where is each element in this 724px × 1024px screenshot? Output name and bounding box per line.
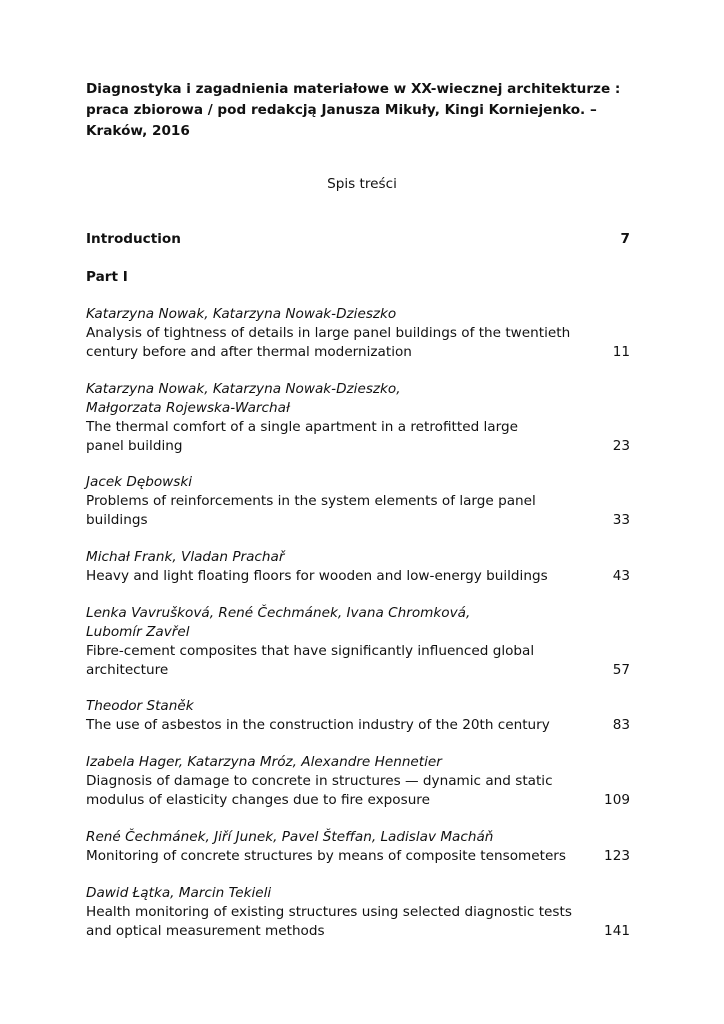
entry-page-number: 83 bbox=[612, 717, 630, 733]
entry-page-number: 123 bbox=[604, 848, 630, 864]
entry-authors: Katarzyna Nowak, Katarzyna Nowak-Dzieszko, bbox=[86, 381, 401, 397]
header-line: praca zbiorowa / pod redakcją Janusza Mikuły, Kingi Korniejenko. – bbox=[86, 102, 597, 118]
entry-title: Analysis of tightness of details in large panel buildings of the twentieth bbox=[86, 325, 571, 341]
entry-page-number: 33 bbox=[612, 512, 630, 528]
toc-entry bbox=[86, 828, 630, 866]
part-label: Part I bbox=[86, 269, 128, 285]
toc-entry bbox=[86, 604, 630, 680]
entry-page-number: 109 bbox=[604, 792, 630, 808]
entry-authors: Jacek Dębowski bbox=[86, 474, 192, 490]
table-of-contents-heading: Spis treści bbox=[327, 176, 397, 192]
entry-title: and optical measurement methods bbox=[86, 923, 325, 939]
toc-entry bbox=[86, 473, 630, 530]
entry-page-number: 11 bbox=[612, 344, 630, 360]
entry-authors: Michał Frank, Vladan Prachař bbox=[86, 549, 285, 565]
entry-authors: Izabela Hager, Katarzyna Mróz, Alexandre Hennetier bbox=[86, 754, 442, 770]
entry-title: century before and after thermal modernization bbox=[86, 344, 412, 360]
toc-entry bbox=[86, 697, 630, 735]
entry-title: buildings bbox=[86, 512, 148, 528]
toc-entry bbox=[86, 884, 630, 941]
entry-title: Monitoring of concrete structures by means of composite tensometers bbox=[86, 848, 566, 864]
header-line: Diagnostyka i zagadnienia materiałowe w XX-wiecznej architekturze : bbox=[86, 81, 621, 97]
part-heading bbox=[86, 268, 630, 287]
entry-authors: Theodor Staněk bbox=[86, 698, 194, 714]
introduction-page-number: 7 bbox=[620, 231, 630, 247]
entry-title: Heavy and light floating floors for wooden and low-energy buildings bbox=[86, 568, 548, 584]
entry-title: The use of asbestos in the construction industry of the 20th century bbox=[86, 717, 550, 733]
entry-page-number: 57 bbox=[612, 662, 630, 678]
toc-entry bbox=[86, 548, 630, 586]
introduction-label: Introduction bbox=[86, 231, 181, 247]
entry-title: panel building bbox=[86, 438, 183, 454]
header-line: Kraków, 2016 bbox=[86, 123, 190, 139]
entry-title: Diagnosis of damage to concrete in structures — dynamic and static bbox=[86, 773, 553, 789]
introduction-entry bbox=[86, 230, 630, 249]
entry-title: Fibre-cement composites that have significantly influenced global bbox=[86, 643, 535, 659]
entry-page-number: 141 bbox=[604, 923, 630, 939]
entry-title: Health monitoring of existing structures using selected diagnostic tests bbox=[86, 904, 572, 920]
toc-entry bbox=[86, 753, 630, 810]
document-header bbox=[86, 79, 646, 142]
entry-title: Problems of reinforcements in the system elements of large panel bbox=[86, 493, 536, 509]
entry-authors: René Čechmánek, Jiří Junek, Pavel Šteffan, Ladislav Macháň bbox=[86, 829, 494, 845]
entry-title: The thermal comfort of a single apartment in a retrofitted large bbox=[86, 419, 518, 435]
entry-authors: Dawid Łątka, Marcin Tekieli bbox=[86, 885, 272, 901]
toc-entry bbox=[86, 380, 630, 456]
entry-page-number: 43 bbox=[612, 568, 630, 584]
entry-authors: Lubomír Zavřel bbox=[86, 624, 190, 640]
entry-title: modulus of elasticity changes due to fire exposure bbox=[86, 792, 430, 808]
entry-page-number: 23 bbox=[612, 438, 630, 454]
toc-entry bbox=[86, 305, 630, 362]
entry-title: architecture bbox=[86, 662, 169, 678]
entry-authors: Lenka Vavrušková, René Čechmánek, Ivana Chromková, bbox=[86, 605, 471, 621]
entry-authors: Katarzyna Nowak, Katarzyna Nowak-Dzieszko bbox=[86, 306, 397, 322]
entry-authors: Małgorzata Rojewska-Warchał bbox=[86, 400, 290, 416]
